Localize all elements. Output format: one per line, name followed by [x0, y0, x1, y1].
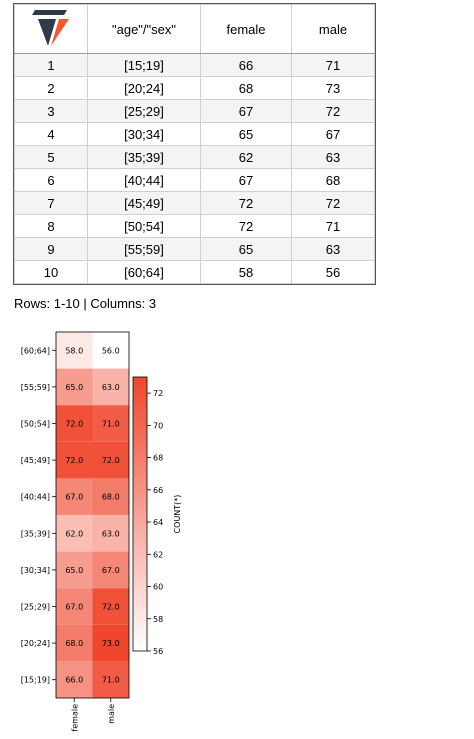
- y-tick-label: [15;19]: [20, 675, 50, 685]
- age-group-cell: [30;34]: [88, 123, 201, 146]
- male-cell: 63: [292, 146, 375, 169]
- y-tick-label: [25;29]: [20, 602, 50, 612]
- male-cell: 63: [292, 238, 375, 261]
- age-group-cell: [15;19]: [88, 54, 201, 77]
- table-row: [15, 77, 375, 100]
- female-cell: 67: [201, 100, 292, 123]
- heatmap-chart: [0, 320, 474, 739]
- row-index-cell: 3: [15, 100, 88, 123]
- y-tick-label: [55;59]: [20, 382, 50, 392]
- female-cell: 65: [201, 123, 292, 146]
- row-index-cell: 10: [15, 261, 88, 284]
- table-row: [15, 100, 375, 123]
- table-row: [15, 238, 375, 261]
- table-row: [15, 146, 375, 169]
- row-index-cell: 4: [15, 123, 88, 146]
- female-cell: 68: [201, 77, 292, 100]
- row-index-cell: 7: [15, 192, 88, 215]
- header-female[interactable]: female: [201, 5, 292, 54]
- cell-value-label: 67.0: [65, 492, 84, 502]
- age-group-cell: [60;64]: [88, 261, 201, 284]
- row-index-cell: 8: [15, 215, 88, 238]
- colorbar-tick-label: 64: [153, 518, 164, 528]
- female-cell: 62: [201, 146, 292, 169]
- cell-value-label: 65.0: [65, 382, 84, 392]
- colorbar: [133, 377, 147, 651]
- cell-value-label: 68.0: [101, 492, 120, 502]
- header-male[interactable]: male: [292, 5, 375, 54]
- logo-cell: [15, 5, 88, 54]
- female-cell: 58: [201, 261, 292, 284]
- header-age-sex[interactable]: "age"/"sex": [88, 5, 201, 54]
- y-tick-label: [40;44]: [20, 492, 50, 502]
- male-cell: 71: [292, 215, 375, 238]
- table-row: [15, 261, 375, 284]
- colorbar-tick-label: 70: [153, 421, 164, 431]
- cell-value-label: 66.0: [65, 675, 84, 685]
- age-group-cell: [55;59]: [88, 238, 201, 261]
- row-column-count: Rows: 1-10 | Columns: 3: [14, 296, 157, 311]
- cell-value-label: 68.0: [65, 639, 84, 649]
- colorbar-tick-label: 68: [153, 453, 164, 463]
- y-tick-label: [20;24]: [20, 639, 50, 649]
- table-header-row: [15, 5, 375, 54]
- y-tick-label: [30;34]: [20, 565, 50, 575]
- row-index-cell: 1: [15, 54, 88, 77]
- table-row: [15, 215, 375, 238]
- female-cell: 65: [201, 238, 292, 261]
- cell-value-label: 67.0: [101, 565, 120, 575]
- male-cell: 67: [292, 123, 375, 146]
- cell-value-label: 62.0: [65, 529, 84, 539]
- female-cell: 72: [201, 192, 292, 215]
- male-cell: 71: [292, 54, 375, 77]
- male-cell: 73: [292, 77, 375, 100]
- colorbar-label: COUNT(*): [173, 494, 182, 534]
- y-tick-label: [35;39]: [20, 529, 50, 539]
- female-cell: 66: [201, 54, 292, 77]
- y-tick-label: [50;54]: [20, 419, 50, 429]
- male-cell: 68: [292, 169, 375, 192]
- data-table: [14, 4, 375, 284]
- cell-value-label: 73.0: [101, 639, 120, 649]
- age-group-cell: [35;39]: [88, 146, 201, 169]
- colorbar-tick-label: 66: [153, 485, 164, 495]
- cell-value-label: 72.0: [101, 456, 120, 466]
- cell-value-label: 58.0: [65, 346, 84, 356]
- male-cell: 72: [292, 100, 375, 123]
- female-cell: 72: [201, 215, 292, 238]
- age-group-cell: [25;29]: [88, 100, 201, 123]
- female-cell: 67: [201, 169, 292, 192]
- colorbar-tick-label: 62: [153, 550, 164, 560]
- age-group-cell: [40;44]: [88, 169, 201, 192]
- row-index-cell: 6: [15, 169, 88, 192]
- table-row: [15, 123, 375, 146]
- colorbar-tick-label: 72: [153, 389, 164, 399]
- y-tick-label: [60;64]: [20, 346, 50, 356]
- cell-value-label: 67.0: [65, 602, 84, 612]
- cell-value-label: 72.0: [65, 419, 84, 429]
- cell-value-label: 63.0: [101, 382, 120, 392]
- y-tick-label: [45;49]: [20, 456, 50, 466]
- x-tick-label: male: [106, 704, 116, 724]
- cell-value-label: 71.0: [101, 419, 120, 429]
- cell-value-label: 71.0: [101, 675, 120, 685]
- cell-value-label: 56.0: [101, 346, 120, 356]
- row-index-cell: 2: [15, 77, 88, 100]
- row-index-cell: 9: [15, 238, 88, 261]
- age-group-cell: [50;54]: [88, 215, 201, 238]
- table-row: [15, 192, 375, 215]
- cell-value-label: 72.0: [65, 456, 84, 466]
- male-cell: 72: [292, 192, 375, 215]
- table-row: [15, 169, 375, 192]
- colorbar-tick-label: 60: [153, 582, 164, 592]
- age-group-cell: [20;24]: [88, 77, 201, 100]
- colorbar-tick-label: 56: [153, 647, 164, 656]
- cell-value-label: 63.0: [101, 529, 120, 539]
- age-group-cell: [45;49]: [88, 192, 201, 215]
- cell-value-label: 65.0: [65, 565, 84, 575]
- table-row: [15, 54, 375, 77]
- row-index-cell: 5: [15, 146, 88, 169]
- cell-value-label: 72.0: [101, 602, 120, 612]
- male-cell: 56: [292, 261, 375, 284]
- x-tick-label: female: [70, 704, 80, 732]
- logo-icon: [29, 8, 73, 48]
- colorbar-tick-label: 58: [153, 614, 164, 624]
